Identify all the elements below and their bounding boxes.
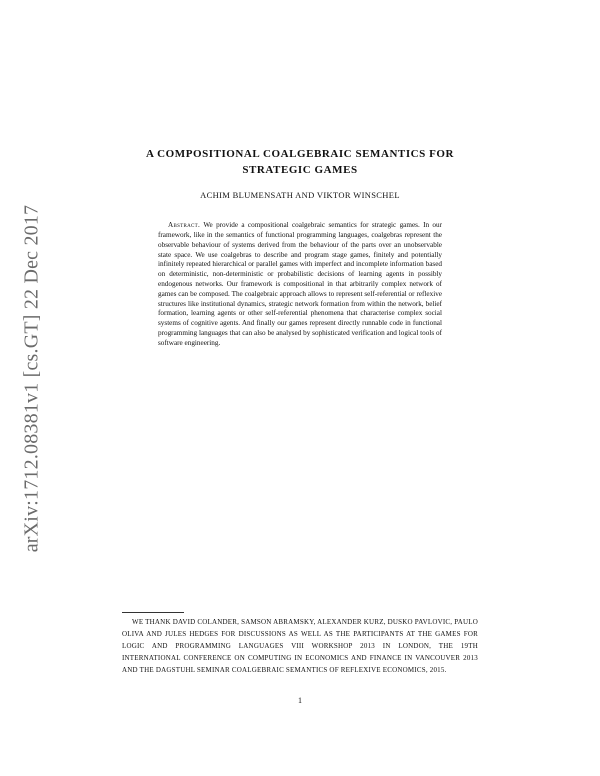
paper-title: A COMPOSITIONAL COALGEBRAIC SEMANTICS FOR STRATEGIC GAMES xyxy=(146,148,454,176)
paper-authors: ACHIM BLUMENSATH AND VIKTOR WINSCHEL xyxy=(200,190,400,200)
acknowledgement-footnote: WE THANK DAVID COLANDER, SAMSON ABRAMSKY, ALEXANDER KURZ, DUSKO PAVLOVIC, PAULO OLIVA AND JULES HEDGES FOR DISCUSSIONS AS WELL AS THE PARTICIPANTS AT THE GAMES FOR LOGIC AND PROGRAMMING LANGUAGES VIII WORKSHOP 2013 IN LONDON, THE 19TH INTERNATIONAL CONFERENCE ON COMPUTING IN ECONOMICS AND FINANCE IN VANCOUVER 2013 AND THE DAGSTUHL SEMINAR COALGEBRAIC SEMANTICS OF REFLEXIVE ECONOMICS, 2015. xyxy=(122,618,478,674)
arxiv-stamp xyxy=(12,204,52,552)
abstract-text: We provide a compositional coalgebraic semantics for strategic games. In our framework, like in the semantics of functional programming languages, coalgebras represent the observable behaviour of systems derived from the behaviour of the parts over an unobservable state space. We use coalgebras to describe and program stage games, finitely and potentially infinitely repeated hierarchical or parallel games with imperfect and incomplete information based on deterministic, non-deterministic or probabilistic decisions of learning agents in possibly endogenous networks. Our framework is compositional in that arbitrarily complex network of games can be composed. The coalgebraic approach allows to represent self-referential or reflexive structures like institutional dynamics, strategic network formation from within the network, belief formation, learning agents or other self-referential phenomena that characterise complex social systems of cognitive agents. And finally our games represent directly runnable code in functional programming languages that can also be analysed by sophisticated verification and logical tools of software engineering. xyxy=(158,221,443,347)
page-number: 1 xyxy=(298,696,302,705)
footnote-rule xyxy=(122,612,184,613)
abstract xyxy=(158,221,442,348)
abstract-label: Abstract. xyxy=(168,221,201,230)
arxiv-stamp-text: arXiv:1712.08381v1 [cs.GT] 22 Dec 2017 xyxy=(20,204,43,552)
